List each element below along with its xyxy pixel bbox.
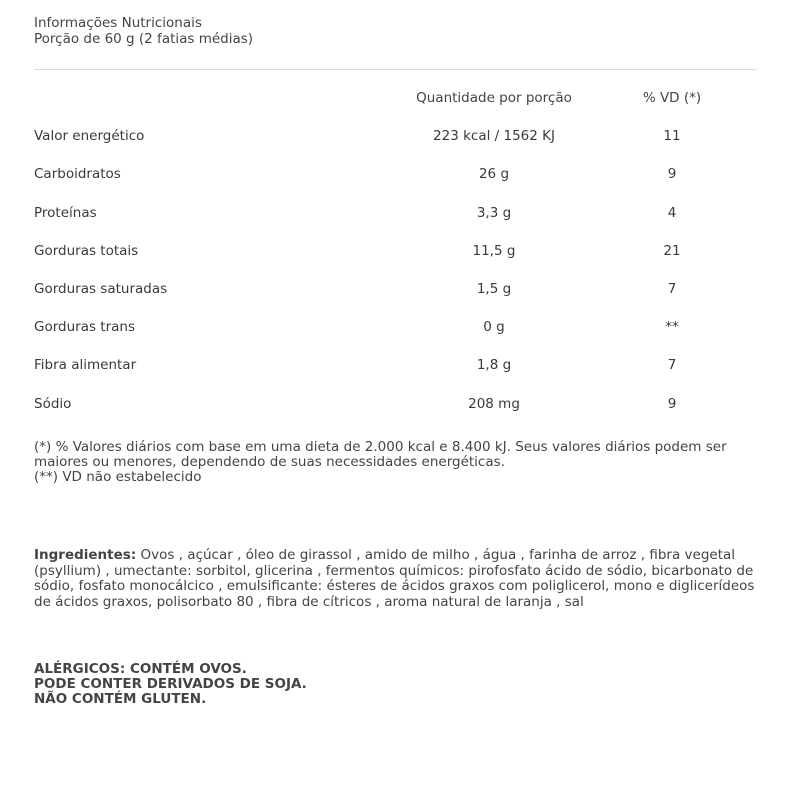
nutrient-quantity: 223 kcal / 1562 KJ [433, 128, 555, 145]
footnotes [34, 440, 764, 485]
nutrient-vd: 9 [667, 166, 677, 183]
nutrient-quantity: 1,5 g [476, 280, 512, 297]
portion-size: Porção de 60 g (2 fatias médias) [34, 31, 254, 47]
table-row [34, 394, 756, 432]
ingredients-label: Ingredientes: [34, 547, 137, 563]
footnote-daily-values: (*) % Valores diários com base em uma dieta de 2.000 kcal e 8.400 kJ. Seus valores diários podem ser [34, 439, 727, 455]
ingredients-line: sódio, fosfato monocálcico , emulsificante: ésteres de ácidos graxos com poliglicerol, mono e diglicerídeos [34, 578, 755, 594]
nutrient-vd: 21 [663, 242, 681, 259]
nutrient-name: Carboidratos [34, 166, 121, 183]
table-row [34, 203, 756, 241]
nutrient-name: Gorduras totais [34, 242, 139, 259]
ingredients-text: Ovos , açúcar , óleo de girassol , amido de milho , água , farinha de arroz , fibra vegetal [136, 547, 736, 563]
column-header-vd: % VD (*) [642, 90, 702, 106]
ingredients-line: de ácidos graxos, polisorbato 80 , fibra de cítricos , aroma natural de laranja , sal [34, 593, 584, 610]
ingredients-line [34, 548, 764, 564]
allergens-section [34, 662, 307, 707]
nutrient-name: Sódio [34, 395, 72, 412]
allergen-may-contain: PODE CONTER DERIVADOS DE SOJA. [34, 676, 307, 692]
ingredients-section [34, 548, 764, 610]
footnote-vd-not-established: (**) VD não estabelecido [34, 469, 202, 485]
nutrient-vd: 7 [667, 357, 677, 374]
nutrient-vd: 4 [667, 204, 677, 221]
nutrient-quantity: 208 mg [468, 395, 520, 412]
allergen-gluten: NÃO CONTÉM GLUTEN. [34, 691, 207, 707]
nutrient-vd: 9 [667, 395, 677, 412]
nutrient-name: Proteínas [34, 204, 97, 221]
table-row [34, 126, 756, 164]
nutrient-quantity: 11,5 g [472, 242, 516, 259]
nutrient-name: Fibra alimentar [34, 357, 137, 374]
table-row [34, 355, 756, 393]
nutrition-header [34, 15, 253, 47]
nutrient-quantity: 26 g [478, 166, 510, 183]
table-header-row [34, 88, 756, 126]
table-row [34, 279, 756, 317]
column-header-quantity: Quantidade por porção [416, 90, 572, 106]
footnote-daily-values-cont: maiores ou menores, dependendo de suas necessidades energéticas. [34, 454, 505, 470]
table-row [34, 317, 756, 355]
ingredients-line: (psyllium) , umectante: sorbitol, glicerina , fermentos químicos: pirofosfato ácido de sódio, bicarbonato de [34, 562, 754, 579]
table-row [34, 241, 756, 279]
nutrient-name: Valor energético [34, 128, 145, 145]
nutrition-title: Informações Nutricionais [34, 15, 202, 31]
nutrition-table [34, 88, 756, 432]
header-divider [34, 69, 756, 70]
nutrient-vd: 11 [663, 128, 681, 145]
nutrient-name: Gorduras trans [34, 319, 136, 336]
nutrient-vd: 7 [667, 280, 677, 297]
allergen-contains: ALÉRGICOS: CONTÉM OVOS. [34, 661, 247, 677]
nutrient-name: Gorduras saturadas [34, 280, 168, 297]
nutrient-quantity: 1,8 g [476, 357, 512, 374]
nutrient-quantity: 3,3 g [476, 204, 512, 221]
table-row [34, 164, 756, 202]
nutrient-vd: ** [665, 319, 679, 336]
nutrient-quantity: 0 g [483, 319, 505, 336]
